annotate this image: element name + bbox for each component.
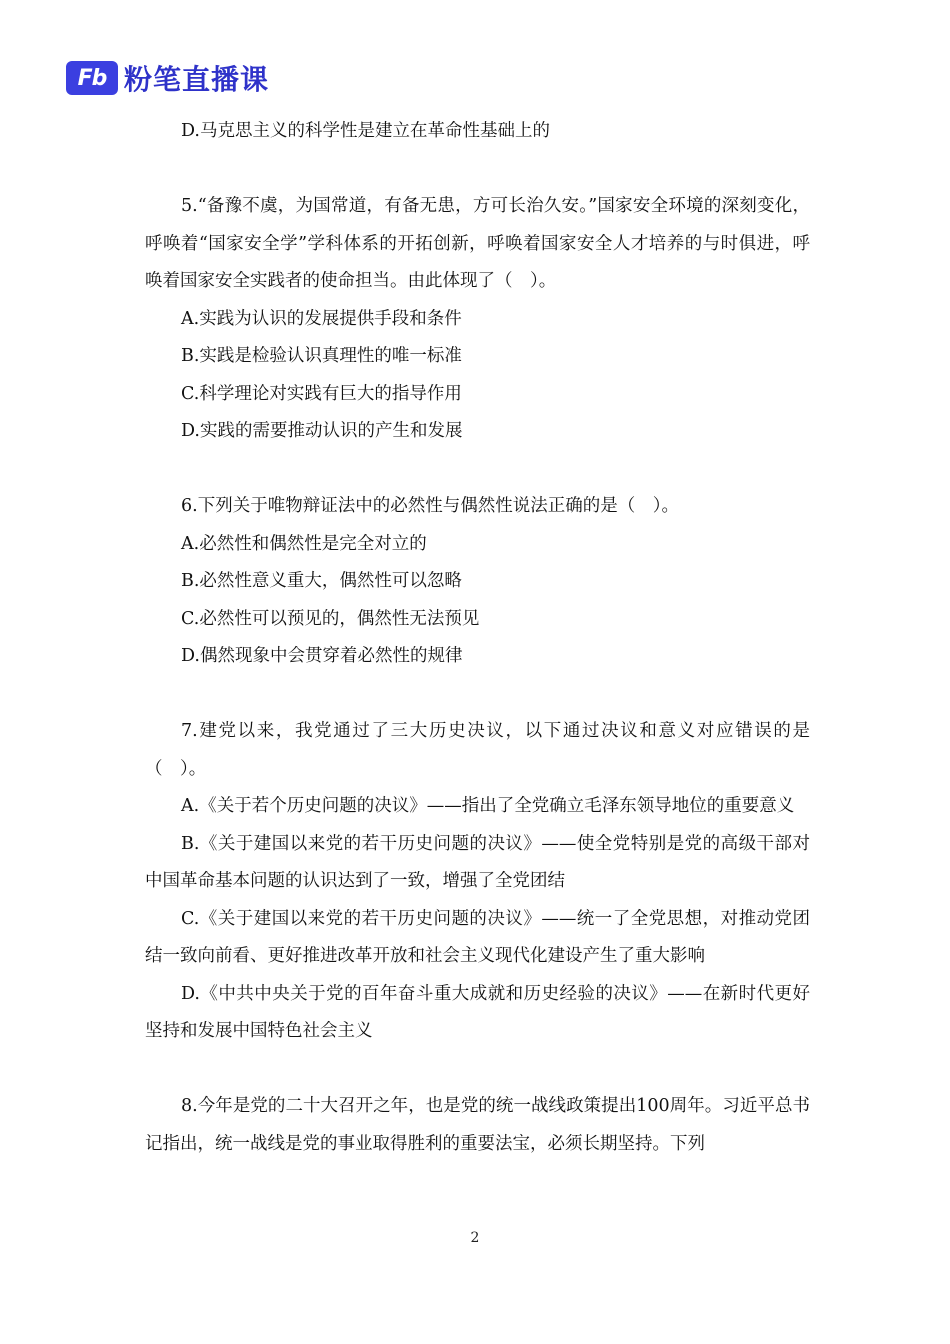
q6-stem: 6.下列关于唯物辩证法中的必然性与偶然性说法正确的是（ ）。 [181,496,679,516]
q5-option-b: B.实践是检验认识真理性的唯一标准 [181,346,462,366]
q5-option-d: D.实践的需要推动认识的产生和发展 [181,421,463,441]
brand-name: 粉笔直播课 [124,63,270,96]
document-body [145,113,810,1163]
q5-option-c: C.科学理论对实践有巨大的指导作用 [181,383,462,404]
brand-logo-icon: Fb [66,61,118,95]
q6-option-a: A.必然性和偶然性是完全对立的 [181,533,427,554]
q7-option-d: D.《中共中央关于党的百年奋斗重大成就和历史经验的决议》——在新时代更好坚持和发展中国特色社会主义 [145,983,810,1041]
q5-option-a: A.实践为认识的发展提供手段和条件 [181,308,462,329]
q6-option-d: D.偶然现象中会贯穿着必然性的规律 [181,646,463,666]
q7-option-c: C.《关于建国以来党的若干历史问题的决议》——统一了全党思想，对推动党团结一致向前看、更好推进改革开放和社会主义现代化建设产生了重大影响 [145,908,810,966]
q4-option-d: D.马克思主义的科学性是建立在革命性基础上的 [181,121,550,141]
q7-stem: 7.建党以来，我党通过了三大历史决议，以下通过决议和意义对应错误的是（ ）。 [145,721,810,779]
q6-option-c: C.必然性可以预见的，偶然性无法预见 [181,608,480,629]
q5-stem: 5.“备豫不虞，为国常道，有备无患，方可长治久安。”国家安全环境的深刻变化，呼唤着“国家安全学”学科体系的开拓创新，呼唤着国家安全人才培养的与时俱进，呼唤着国家安全实践者的使命担当。由此体现了（ ）。 [145,196,810,291]
page-number: 2 [470,1230,480,1246]
q8-stem: 8.今年是党的二十大召开之年，也是党的统一战线政策提出100周年。习近平总书记指出，统一战线是党的事业取得胜利的重要法宝，必须长期坚持。下列 [145,1096,810,1154]
q7-option-a: A.《关于若个历史问题的决议》——指出了全党确立毛泽东领导地位的重要意义 [181,796,795,816]
brand-header [66,58,269,98]
q7-option-b: B.《关于建国以来党的若干历史问题的决议》——使全党特别是党的高级干部对中国革命基本问题的认识达到了一致，增强了全党团结 [145,833,810,891]
q6-option-b: B.必然性意义重大，偶然性可以忽略 [181,571,462,591]
